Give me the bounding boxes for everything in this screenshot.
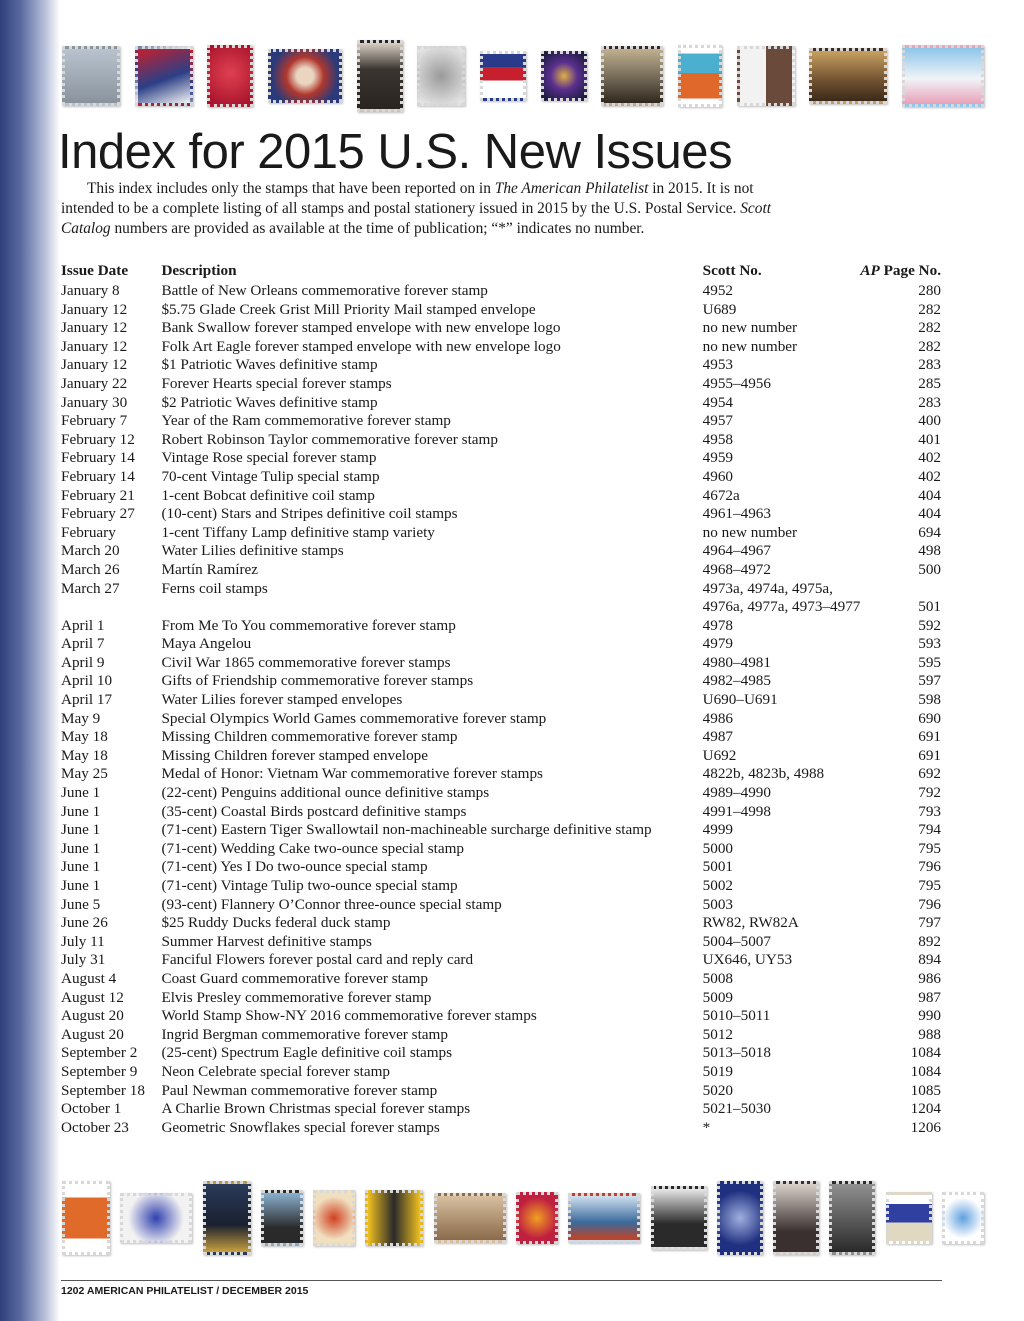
stamp-image [737,46,795,106]
issue-date-cell: April 1 [61,616,105,634]
footer-rule [61,1280,942,1281]
scott-number-cell: 5021–5030 [702,1100,771,1118]
stamp-image [516,1192,558,1244]
scott-number-cell: 4959 [702,449,733,467]
page-number-cell: 795 [918,839,941,857]
stamp-strip-bottom [62,1178,984,1258]
ap-abbreviation: AP [860,262,880,279]
scott-number-cell: * [702,1118,711,1136]
issue-date-cell [61,598,161,617]
description-cell: $25 Ruddy Ducks federal duck stamp [161,914,391,932]
page-number-cell: 404 [918,505,941,523]
description-cell: Neon Celebrate special forever stamp [161,1062,390,1080]
issue-date-cell: May 9 [61,709,101,727]
scott-number-cell: 4822b, 4823b, 4988 [702,765,825,783]
scott-number-cell: 4982–4985 [702,672,771,690]
table-row [61,542,941,561]
issue-date-cell: September 2 [61,1044,138,1062]
page-number-cell: 691 [918,728,941,746]
table-row [61,1119,941,1138]
description-cell: Geometric Snowflakes special forever stamps [161,1118,440,1136]
scott-number-cell: 5013–5018 [702,1044,771,1062]
table-row [61,803,941,822]
table-header-row [61,262,941,282]
scott-number-cell: 4987 [702,728,733,746]
issue-date-cell: May 18 [61,728,108,746]
description-cell: $2 Patriotic Waves definitive stamp [161,393,378,411]
page-number-cell: 280 [918,282,941,299]
table-row [61,505,941,524]
table-row [61,1082,941,1101]
issue-date-cell: April 10 [61,672,113,690]
description-cell: (71-cent) Vintage Tulip two-ounce special stamp [161,877,458,894]
issues-index-table [61,262,941,1137]
page-number-cell: 986 [918,969,941,987]
catalog-name: Scott Catalog [61,200,771,237]
stamp-image [541,51,587,101]
table-row [61,896,941,915]
table-row [61,635,941,654]
page-number-cell: 402 [918,449,941,467]
scott-number-cell: RW82, RW82A [702,914,799,932]
issue-date-cell: May 18 [61,746,108,764]
description-cell: Folk Art Eagle forever stamped envelope with new envelope logo [161,337,561,355]
issue-date-cell: January 30 [61,393,128,411]
description-cell: From Me To You commemorative forever stamp [161,616,456,634]
scott-number-cell: 4968–4972 [702,560,771,578]
page-number-cell: 282 [918,300,941,318]
page-number-cell: 793 [918,802,941,820]
issue-date-cell: February 21 [61,486,135,504]
table-body [61,282,941,1137]
issue-date-cell: February 27 [61,505,135,523]
column-header-description: Description [161,262,237,279]
scott-number-cell: 4954 [702,393,733,411]
page-number-cell: 694 [918,523,941,541]
description-cell: (10-cent) Stars and Stripes definitive coil stamps [161,505,458,523]
column-header-ap-page-no [860,262,941,282]
page-number-cell: 792 [918,784,941,802]
description-cell: (71-cent) Eastern Tiger Swallowtail non-machineable surcharge definitive stamp [161,821,652,839]
description-cell: 1-cent Tiffany Lamp definitive stamp variety [161,523,435,541]
description-cell: $1 Patriotic Waves definitive stamp [161,356,378,374]
page-number-cell: 401 [918,430,941,448]
description-cell: Water Lilies definitive stamps [161,542,344,560]
column-header-issue-date: Issue Date [61,262,129,279]
table-row [61,933,941,952]
page-footer: 1202 AMERICAN PHILATELIST / DECEMBER 2015 [61,1285,309,1297]
page-number-cell: 987 [918,988,941,1006]
issue-date-cell: August 4 [61,969,117,987]
stamp-image [601,46,663,106]
table-row [61,1026,941,1045]
table-row [61,691,941,710]
table-row [61,394,941,413]
page-number-cell: 988 [918,1025,941,1043]
page-number-cell: 795 [918,877,941,894]
issue-date-cell: May 25 [61,765,108,783]
column-header-scott-no: Scott No. [702,262,762,279]
table-row [61,728,941,747]
issue-date-cell: March 20 [61,542,120,560]
issue-date-cell: February 14 [61,467,135,485]
stamp-image [480,51,526,101]
table-row [61,821,941,840]
intro-text: This index includes only the stamps that have been reported on in [87,180,495,197]
page-number-cell: 1084 [910,1044,941,1062]
page-number-cell: 501 [918,598,941,616]
page-number-cell: 1085 [910,1081,941,1099]
stamp-image [120,1193,192,1243]
table-row [61,672,941,691]
page-number-cell: 892 [918,932,941,950]
page-number-cell: 285 [918,374,941,392]
intro-text: in 2015. It is not intended to be a complete listing of all stamps and postal stationery issued in 2015 by the U.S. Postal Service. [61,180,754,217]
scott-number-cell: 5010–5011 [702,1007,771,1025]
stamp-image [902,45,984,107]
scott-number-cell: 5012 [702,1025,733,1043]
page-number-cell: 597 [918,672,941,690]
table-row [61,710,941,729]
table-row [61,877,941,896]
issue-date-cell: February 7 [61,412,128,430]
page-number-cell: 692 [918,765,941,783]
page-number-cell: 990 [918,1007,941,1025]
scott-number-cell: 5019 [702,1062,733,1080]
publication-name: The American Philatelist [494,180,649,197]
table-row [61,449,941,468]
table-row [61,765,941,784]
page-number-cell: 400 [918,412,941,430]
scott-number-cell: no new number [702,319,798,337]
table-row [61,951,941,970]
description-cell: 1-cent Bobcat definitive coil stamp [161,486,375,504]
scott-number-cell: U690–U691 [702,691,778,709]
stamp-image [417,46,465,106]
page-number-cell: 404 [918,486,941,504]
stamp-image [62,46,120,106]
description-cell: A Charlie Brown Christmas special forever stamps [161,1100,471,1118]
description-cell: Year of the Ram commemorative forever stamp [161,412,451,430]
page-number-cell: 282 [918,319,941,337]
stamp-image [678,45,722,107]
description-cell: (71-cent) Wedding Cake two-ounce special stamp [161,839,465,857]
page-number-cell: 894 [918,951,941,969]
table-row [61,1063,941,1082]
stamp-image [62,1181,110,1255]
table-row [61,561,941,580]
table-row [61,1044,941,1063]
stamp-image [651,1186,707,1250]
description-cell: Missing Children forever stamped envelope [161,746,428,764]
description-cell: (35-cent) Coastal Birds postcard definitive stamps [161,802,467,820]
scott-number-cell: 4952 [702,282,733,299]
description-cell: Martín Ramírez [161,560,259,578]
description-cell: World Stamp Show-NY 2016 commemorative forever stamps [161,1007,537,1025]
table-row [61,1007,941,1026]
description-cell: Missing Children commemorative forever stamp [161,728,458,746]
scott-number-cell: 4672a [702,486,740,504]
stamp-image [357,40,403,112]
intro-text: numbers are provided as available at the time of publication; “*” indicates no number. [110,220,645,237]
table-row [61,375,941,394]
issue-date-cell: June 26 [61,914,108,932]
description-cell: Bank Swallow forever stamped envelope with new envelope logo [161,319,561,337]
issue-date-cell: June 1 [61,784,101,802]
scott-number-cell: 4986 [702,709,733,727]
scott-number-cell: 4980–4981 [702,653,771,671]
table-row [61,319,941,338]
page-number-cell: 282 [918,337,941,355]
description-cell: Coast Guard commemorative forever stamp [161,969,428,987]
stamp-image [203,1181,251,1255]
description-cell: (25-cent) Spectrum Eagle definitive coil stamps [161,1044,453,1062]
page-number-cell: 283 [918,393,941,411]
page-number-cell: 796 [918,895,941,913]
page-title: Index for 2015 U.S. New Issues [58,125,733,179]
description-cell: Summer Harvest definitive stamps [161,932,372,950]
stamp-image [773,1181,819,1255]
stamp-image [365,1190,423,1246]
scott-number-cell: 5004–5007 [702,932,771,950]
description-cell: Maya Angelou [161,635,252,653]
stamp-image [942,1192,984,1244]
scott-number-cell: 5000 [702,839,733,857]
scott-number-cell: no new number [702,523,798,541]
scott-number-cell: 4964–4967 [702,542,771,560]
scott-number-cell: 5009 [702,988,733,1006]
table-row [61,580,941,599]
scott-number-cell: 5020 [702,1081,733,1099]
table-row [61,784,941,803]
page-number-cell: 593 [918,635,941,653]
description-cell: Battle of New Orleans commemorative forever stamp [161,282,488,299]
page-number-cell: 797 [918,914,941,932]
issue-date-cell: June 1 [61,839,101,857]
issue-date-cell: January 12 [61,319,128,337]
issue-date-cell: February 12 [61,430,135,448]
scott-number-cell: UX646, UY53 [702,951,793,969]
description-cell: Medal of Honor: Vietnam War commemorative forever stamps [161,765,543,783]
description-cell: Ingrid Bergman commemorative forever stamp [161,1025,448,1043]
table-row [61,338,941,357]
stamp-image [268,49,342,103]
table-row [61,412,941,431]
page-number-cell: 1206 [910,1118,941,1136]
description-cell: $5.75 Glade Creek Grist Mill Priority Mail stamped envelope [161,300,536,318]
page-no-label: Page No. [879,262,941,279]
page-number-cell: 498 [918,542,941,560]
issue-date-cell: February [61,523,116,541]
issue-date-cell: August 12 [61,988,124,1006]
page-number-cell: 402 [918,467,941,485]
issue-date-cell: January 12 [61,337,128,355]
stamp-strip-top [62,40,984,112]
page-number-cell: 796 [918,858,941,876]
table-row [61,598,941,617]
issue-date-cell: April 7 [61,635,105,653]
stamp-image [568,1193,640,1243]
table-row [61,524,941,543]
issue-date-cell: October 23 [61,1118,129,1136]
table-row [61,468,941,487]
issue-date-cell: June 1 [61,802,101,820]
issue-date-cell: August 20 [61,1025,124,1043]
stamp-image [809,48,887,104]
stamp-image [135,46,193,106]
stamp-image [717,1181,763,1255]
scott-number-cell: U692 [702,746,737,764]
page-number-cell: 691 [918,746,941,764]
table-row [61,840,941,859]
stamp-image [207,45,253,107]
stamp-image [261,1190,303,1246]
page-number-cell: 595 [918,653,941,671]
issue-date-cell: January 8 [61,282,120,299]
table-row [61,617,941,636]
scott-number-cell: 5001 [702,858,733,876]
issue-date-cell: February 14 [61,449,135,467]
table-row [61,989,941,1008]
scott-number-cell: 4955–4956 [702,374,771,392]
issue-date-cell: January 12 [61,300,128,318]
issue-date-cell: September 18 [61,1081,145,1099]
table-row [61,282,941,301]
stamp-image [313,1190,355,1246]
issue-date-cell: June 1 [61,821,101,839]
description-cell [161,598,702,617]
issue-date-cell: June 1 [61,858,101,876]
issue-date-cell: April 9 [61,653,105,671]
scott-number-cell: 4976a, 4977a, 4973–4977 [702,598,861,616]
issue-date-cell: August 20 [61,1007,124,1025]
page-number-cell: 598 [918,691,941,709]
scott-number-cell: 4961–4963 [702,505,771,523]
page-number-cell [860,580,941,599]
page-number-cell: 592 [918,616,941,634]
scott-number-cell: 4991–4998 [702,802,771,820]
description-cell: 70-cent Vintage Tulip special stamp [161,467,380,485]
scott-number-cell: 4953 [702,356,733,374]
stamp-image [886,1192,932,1244]
issue-date-cell: January 12 [61,356,128,374]
description-cell: Gifts of Friendship commemorative forever stamps [161,672,474,690]
description-cell: Special Olympics World Games commemorative forever stamp [161,709,547,727]
page-number-cell: 283 [918,356,941,374]
scott-number-cell: 5003 [702,895,733,913]
description-cell: Forever Hearts special forever stamps [161,374,392,392]
page-number-cell: 1204 [910,1100,941,1118]
issue-date-cell: March 27 [61,579,120,597]
table-row [61,970,941,989]
page-number-cell: 794 [918,821,941,839]
table-row [61,914,941,933]
description-cell: (93-cent) Flannery O’Connor three-ounce special stamp [161,895,502,913]
scott-number-cell: no new number [702,337,798,355]
scott-number-cell: 4958 [702,430,733,448]
issue-date-cell: October 1 [61,1100,122,1118]
description-cell: Fanciful Flowers forever postal card and reply card [161,951,474,969]
description-cell: Vintage Rose special forever stamp [161,449,377,467]
page-number-cell: 1084 [910,1062,941,1080]
description-cell: Ferns coil stamps [161,579,268,597]
description-cell: Civil War 1865 commemorative forever stamps [161,653,451,671]
scott-number-cell: 4989–4990 [702,784,771,802]
scott-number-cell: 4960 [702,467,733,485]
page-number-cell: 690 [918,709,941,727]
description-cell: Elvis Presley commemorative forever stamp [161,988,432,1006]
issue-date-cell: March 26 [61,560,120,578]
page-edge-gradient [0,0,60,1321]
description-cell: (71-cent) Yes I Do two-ounce special stamp [161,858,428,876]
issue-date-cell: June 1 [61,877,101,894]
table-row [61,654,941,673]
table-row [61,747,941,766]
scott-number-cell: 4999 [702,821,733,839]
table-row [61,487,941,506]
table-row [61,431,941,450]
issue-date-cell: January 22 [61,374,128,392]
issue-date-cell: September 9 [61,1062,138,1080]
intro-paragraph [61,179,801,239]
issue-date-cell: July 31 [61,951,106,969]
scott-number-cell: U689 [702,300,737,318]
scott-number-cell: 4978 [702,616,733,634]
description-cell: Robert Robinson Taylor commemorative forever stamp [161,430,498,448]
scott-number-cell: 4973a, 4974a, 4975a, [702,579,833,597]
scott-number-cell: 4957 [702,412,733,430]
issue-date-cell: June 5 [61,895,101,913]
description-cell: Paul Newman commemorative forever stamp [161,1081,438,1099]
description-cell: (22-cent) Penguins additional ounce definitive stamps [161,784,490,802]
stamp-image [829,1181,875,1255]
table-row [61,1100,941,1119]
scott-number-cell: 5002 [702,877,733,894]
table-row [61,356,941,375]
page-number-cell: 500 [918,560,941,578]
issue-date-cell: April 17 [61,691,113,709]
scott-number-cell: 4979 [702,635,733,653]
issue-date-cell: July 11 [61,932,105,950]
scott-number-cell: 5008 [702,969,733,987]
table-row [61,858,941,877]
table-row [61,301,941,320]
description-cell: Water Lilies forever stamped envelopes [161,691,403,709]
stamp-image [434,1193,506,1243]
